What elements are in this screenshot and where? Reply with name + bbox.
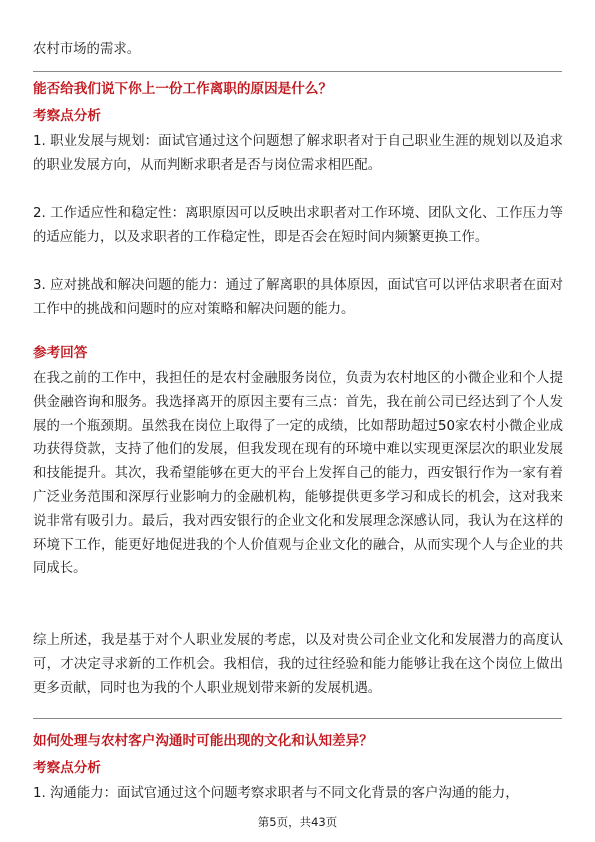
page-footer: 第5页，共43页	[257, 815, 338, 829]
answer-label: 参考回答	[33, 345, 88, 361]
question-heading: 能否给我们说下你上一份工作离职的原因是什么？	[33, 81, 333, 97]
answer-paragraph: 在我之前的工作中，我担任的是农村金融服务岗位，负责为农村地区的小微企业和个人提供金融咨询和服务。我选择离开的原因主要有三点：首先，我在前公司已经达到了个人发展的一个瓶颈期。虽然我在岗位上取得了一定的成绩，比如帮助超过50家农村小微企业成功获得贷款，支持了他们的发展，但我发现在现有的环境中难以实现更深层次的职业发展和技能提升。其次，我希望能够在更大的平台上发挥自己的能力，西安银行作为一家有着广泛业务范围和深厚行业影响力的金融机构，能够提供更多学习和成长的机会，这对我来说非常有吸引力。最后，我对西安银行的企业文化和发展理念深感认同，我认为在这样的环境下工作，能更好地促进我的个人价值观与企业文化的融合，从而实现个人与企业的共同成长。	[33, 371, 563, 577]
question-heading: 如何处理与农村客户沟通时可能出现的文化和认知差异？	[33, 733, 373, 749]
analysis-item: 3. 应对挑战和解决问题的能力：通过了解离职的具体原因，面试官可以评估求职者在面对工作中的挑战和问题时的应对策略和解决问题的能力。	[33, 278, 563, 317]
analysis-item: 2. 工作适应性和稳定性：离职原因可以反映出求职者对工作环境、团队文化、工作压力等的适应能力，以及求职者的工作稳定性，即是否会在短时间内频繁更换工作。	[33, 206, 563, 245]
section-divider	[33, 718, 562, 719]
analysis-item: 1. 沟通能力：面试官通过这个问题考察求职者与不同文化背景的客户沟通的能力，	[33, 786, 519, 801]
analysis-label: 考察点分析	[33, 760, 101, 776]
analysis-label: 考察点分析	[33, 108, 101, 124]
section-divider	[33, 71, 562, 72]
analysis-item: 1. 职业发展与规划：面试官通过这个问题想了解求职者对于自己职业生涯的规划以及追求的职业发展方向，从而判断求职者是否与岗位需求相匹配。	[33, 134, 563, 173]
answer-paragraph: 综上所述，我是基于对个人职业发展的考虑，以及对贵公司企业文化和发展潜力的高度认可，才决定寻求新的工作机会。我相信，我的过往经验和能力能够让我在这个岗位上做出更多贡献，同时也为我的个人职业规划带来新的发展机遇。	[33, 633, 563, 696]
paragraph-prev-tail: 农村市场的需求。	[33, 42, 141, 57]
